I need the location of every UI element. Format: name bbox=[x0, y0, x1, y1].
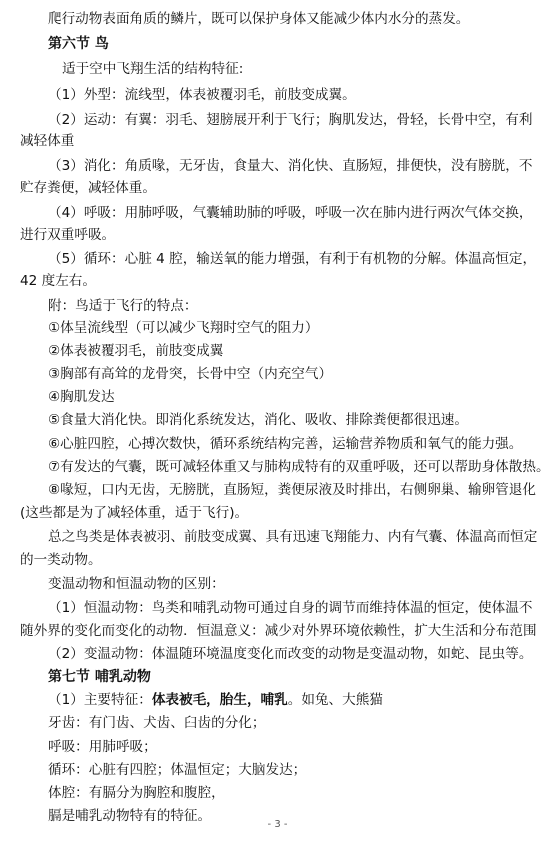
text-line: （4）呼吸：用肺呼吸，气囊辅助肺的呼吸，呼吸一次在肺内进行两次气体交换， bbox=[48, 205, 533, 221]
text-line: 体腔：有膈分为胸腔和腹腔， bbox=[48, 785, 225, 801]
text-line: 减轻体重 bbox=[20, 133, 75, 149]
text-line: （1）恒温动物：鸟类和哺乳动物可通过自身的调节而维持体温的恒定，使体温不 bbox=[48, 600, 533, 616]
text-line: 呼吸：用肺呼吸； bbox=[48, 739, 157, 755]
text-line: 的一类动物。 bbox=[20, 552, 102, 568]
text-line: 循环：心脏有四腔；体温恒定；大脑发达； bbox=[48, 762, 307, 778]
section-heading: 第六节 鸟 bbox=[48, 36, 109, 52]
text-line: 爬行动物表面角质的鳞片，既可以保护身体又能减少体内水分的蒸发。 bbox=[48, 11, 470, 27]
list-item: ②体表被覆羽毛，前肢变成翼 bbox=[48, 343, 224, 359]
text-line: 适于空中飞翔生活的结构特征: bbox=[62, 61, 244, 77]
text-line: （3）消化：角质喙，无牙齿，食量大、消化快、直肠短，排便快，没有膀胱，不 bbox=[48, 158, 533, 174]
text-line bbox=[48, 690, 383, 710]
list-item: ⑥心脏四腔，心搏次数快，循环系统结构完善，运输营养物质和氧气的能力强。 bbox=[48, 436, 523, 452]
text-line: 贮存粪便，减轻体重。 bbox=[20, 180, 156, 196]
list-item: ⑤食量大消化快。即消化系统发达，消化、吸收、排除粪便都很迅速。 bbox=[48, 412, 468, 428]
text-line: （2）变温动物：体温随环境温度变化而改变的动物是变温动物，如蛇、昆虫等。 bbox=[48, 646, 533, 662]
list-item: ⑧喙短，口内无齿，无膀胱，直肠短，粪便尿液及时排出，右侧卵巢、输卵管退化 bbox=[48, 482, 536, 498]
text-line: （1）外型：流线型，体表被覆羽毛，前肢变成翼。 bbox=[48, 87, 356, 103]
section-heading: 第七节 哺乳动物 bbox=[48, 669, 151, 685]
text-line: 进行双重呼吸。 bbox=[20, 227, 116, 243]
text-line: 附：鸟适于飞行的特点： bbox=[48, 298, 198, 314]
feature-bold: 体表被毛，胎生，哺乳 bbox=[151, 692, 288, 708]
text-line: （5）循环：心脏 4 腔，输送氧的能力增强，有利于有机物的分解。体温高恒定， bbox=[48, 251, 537, 267]
text-line: （2）运动：有翼：羽毛、翅膀展开利于飞行；胸肌发达，骨轻，长骨中空，有利 bbox=[48, 112, 533, 128]
feature-examples: 。如兔、大熊猫 bbox=[287, 692, 383, 708]
page-number: - 3 - bbox=[267, 819, 288, 830]
list-item: ③胸部有高耸的龙骨突，长骨中空（内充空气） bbox=[48, 366, 333, 382]
text-line: 膈是哺乳动物特有的特征。 bbox=[48, 808, 212, 824]
list-item: ①体呈流线型（可以减少飞翔时空气的阻力） bbox=[48, 320, 319, 336]
text-line: 总之鸟类是体表被羽、前肢变成翼、具有迅速飞翔能力、内有气囊、体温高而恒定 bbox=[48, 529, 538, 545]
text-line: 42 度左右。 bbox=[20, 273, 96, 289]
list-item: ④胸肌发达 bbox=[48, 389, 115, 405]
text-line: 牙齿：有门齿、犬齿、臼齿的分化； bbox=[48, 715, 266, 731]
text-line: 随外界的变化而变化的动物．恒温意义：减少对外界环境依赖性，扩大生活和分布范围 bbox=[20, 623, 537, 639]
list-item: ⑦有发达的气囊，既可减轻体重又与肺构成特有的双重呼吸，还可以帮助身体散热。 bbox=[48, 459, 550, 475]
feature-label: （1）主要特征： bbox=[48, 692, 152, 708]
text-line: (这些都是为了减轻体重，适于飞行)。 bbox=[20, 505, 249, 521]
text-line: 变温动物和恒温动物的区别： bbox=[48, 576, 225, 592]
